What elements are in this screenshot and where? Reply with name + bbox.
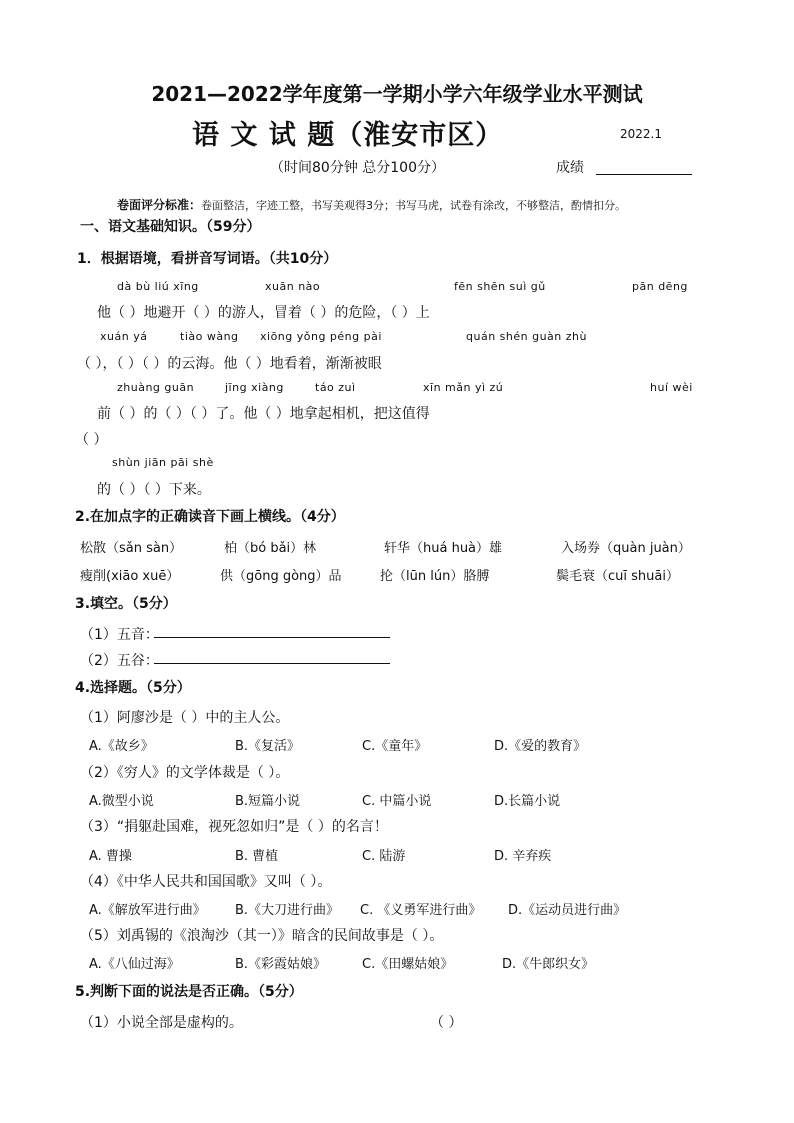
pronunciation-item[interactable]: 入场券（quàn juàn）: [561, 541, 691, 556]
q3-title: 3.填空。（5分）: [75, 596, 177, 612]
pinyin: shùn jiān pāi shè: [112, 456, 214, 469]
exam-date: 2022.1: [620, 127, 662, 141]
choice-option[interactable]: D.长篇小说: [494, 794, 561, 809]
pinyin: xuān nào: [265, 280, 321, 293]
exam-subtitle: 语 文 试 题（淮安市区）: [192, 120, 504, 151]
choice-option[interactable]: B.《大刀进行曲》: [235, 903, 340, 918]
pronunciation-item[interactable]: 轩华（huá huà）雄: [384, 541, 503, 556]
score-blank[interactable]: [596, 174, 692, 175]
pinyin: zhuàng guān: [117, 381, 195, 394]
pinyin: fēn shēn suì gǔ: [454, 280, 546, 293]
fill-line: 的（ ）（ ）下来。: [97, 482, 211, 498]
choice-option[interactable]: B.《复活》: [235, 739, 301, 754]
pinyin: xuán yá: [100, 330, 148, 343]
score-label: 成绩: [556, 160, 584, 176]
judge-statement: （1）小说全部是虚构的。: [80, 1015, 243, 1031]
choice-option[interactable]: C.《童年》: [362, 739, 428, 754]
choice-option[interactable]: A.《解放军进行曲》: [89, 903, 206, 918]
choice-option[interactable]: B.《彩霞姑娘》: [235, 957, 327, 972]
choice-option[interactable]: A.《八仙过海》: [89, 957, 180, 972]
q1-title: 1．根据语境，看拼音写词语。（共10分）: [77, 251, 338, 267]
answer-blank[interactable]: [154, 637, 390, 638]
pronunciation-item[interactable]: 瘦削(xiāo xuē）: [80, 569, 180, 584]
pinyin: pān dēng: [632, 280, 688, 293]
grading-standard-label: 卷面评分标准：: [117, 198, 202, 212]
choice-option[interactable]: D.《爱的教育》: [494, 739, 587, 754]
pinyin: quán shén guàn zhù: [466, 330, 587, 343]
choice-question: （1）阿廖沙是（ ）中的主人公。: [80, 710, 290, 726]
choice-option[interactable]: D.《牛郎织女》: [502, 957, 595, 972]
fill-item: （1）五音：: [80, 627, 159, 643]
fill-line: （ ）: [75, 432, 108, 448]
pronunciation-item[interactable]: 鬓毛衰（cuī shuāi）: [556, 569, 679, 584]
section-1-heading: 一、语文基础知识。（59分）: [80, 219, 261, 235]
fill-line: （ ），（ ）（ ）的云海。他（ ）地看着，渐渐被眼: [77, 356, 382, 372]
pinyin: xiōng yǒng péng pài: [260, 330, 382, 343]
pinyin: jīng xiàng: [225, 381, 284, 394]
choice-option[interactable]: A.《故乡》: [89, 739, 154, 754]
choice-option[interactable]: B.短篇小说: [235, 794, 301, 809]
q5-title: 5.判断下面的说法是否正确。（5分）: [75, 984, 303, 1000]
pinyin: táo zuì: [315, 381, 356, 394]
choice-question: （5）刘禹锡的《浪淘沙（其一）》暗含的民间故事是（ ）。: [80, 928, 444, 944]
pronunciation-item[interactable]: 抡（lūn lún）胳膊: [380, 569, 490, 584]
pronunciation-item[interactable]: 松散（sǎn sàn）: [80, 541, 183, 556]
q4-title: 4.选择题。（5分）: [75, 680, 191, 696]
judge-answer-blank[interactable]: （ ）: [430, 1015, 463, 1031]
pinyin: xīn mǎn yì zú: [423, 381, 504, 394]
choice-option[interactable]: A.微型小说: [89, 794, 154, 809]
choice-option[interactable]: B. 曹植: [235, 849, 279, 864]
exam-title: 2021—2022学年度第一学期小学六年级学业水平测试: [151, 82, 643, 106]
choice-option[interactable]: C. 陆游: [362, 849, 406, 864]
choice-option[interactable]: C. 《义勇军进行曲》: [360, 903, 482, 918]
choice-option[interactable]: A. 曹操: [89, 849, 132, 864]
choice-option[interactable]: C. 中篇小说: [362, 794, 432, 809]
pinyin: tiào wàng: [180, 330, 239, 343]
choice-option[interactable]: C.《田螺姑娘》: [362, 957, 454, 972]
pronunciation-item[interactable]: 供（gōng gòng）品: [220, 569, 342, 584]
time-info: （时间80分钟 总分100分）: [270, 160, 445, 176]
choice-question: （4）《中华人民共和国国歌》又叫（ ）。: [80, 874, 332, 890]
pinyin: huí wèi: [650, 381, 693, 394]
answer-blank[interactable]: [154, 663, 390, 664]
choice-question: （3）“捐躯赴国难，视死忽如归”是（ ）的名言！: [80, 819, 388, 835]
pinyin: dà bù liú xīng: [117, 280, 199, 293]
fill-line: 他（ ）地避开（ ）的游人，冒着（ ）的危险，（ ）上: [97, 305, 430, 321]
fill-item: （2）五谷：: [80, 653, 159, 669]
fill-line: 前（ ）的（ ）（ ）了。他（ ）地拿起相机，把这值得: [97, 406, 430, 422]
pronunciation-item[interactable]: 柏（bó bǎi）林: [224, 541, 317, 556]
grading-standard-text: 卷面整洁，字迹工整，书写美观得3分；书写马虎，试卷有涂改，不够整洁，酌情扣分。: [201, 199, 627, 212]
choice-option[interactable]: D.《运动员进行曲》: [508, 903, 627, 918]
q2-title: 2.在加点字的正确读音下画上横线。（4分）: [75, 509, 345, 525]
choice-option[interactable]: D. 辛弃疾: [494, 849, 552, 864]
grading-standard: [117, 196, 626, 213]
choice-question: （2）《穷人》的文学体裁是（ ）。: [80, 765, 290, 781]
